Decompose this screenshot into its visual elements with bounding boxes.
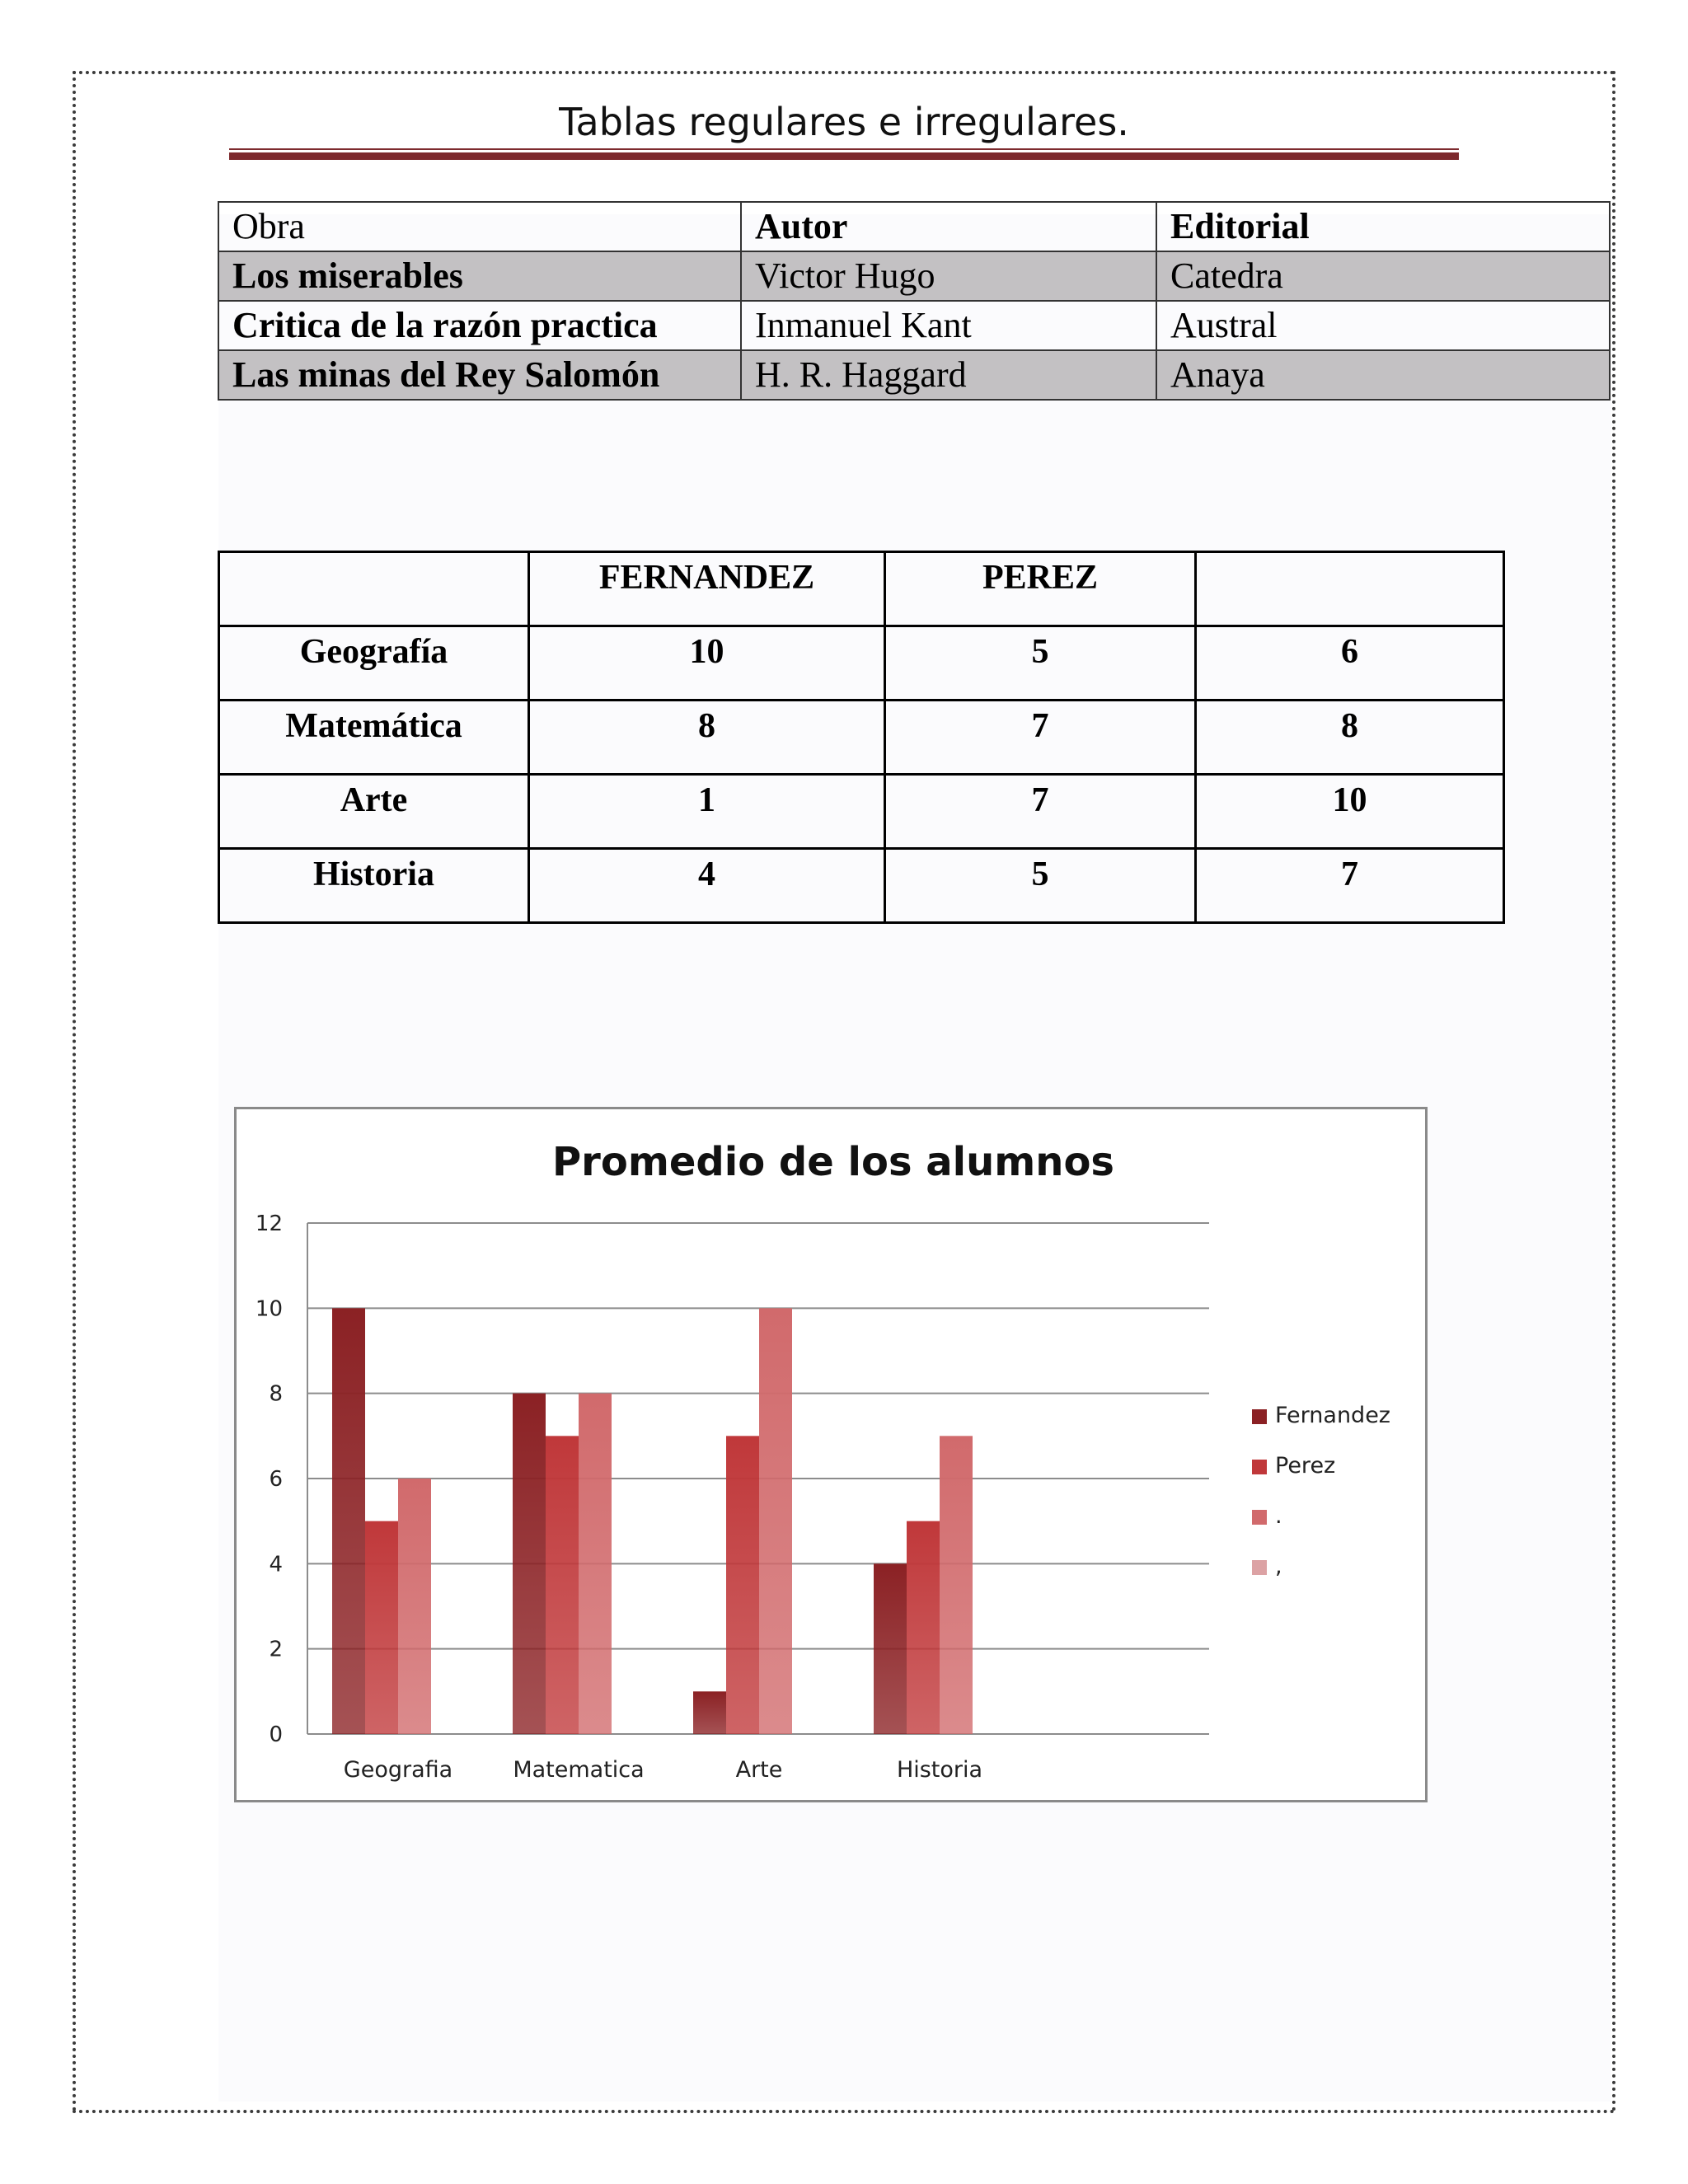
table-cell: Inmanuel Kant bbox=[741, 301, 1156, 350]
books-table bbox=[218, 201, 1611, 401]
table-cell: Geografía bbox=[219, 626, 529, 701]
table-header-cell: FERNANDEZ bbox=[529, 552, 885, 626]
y-tick-label: 10 bbox=[255, 1296, 283, 1322]
bar-perez-arte bbox=[726, 1436, 759, 1734]
grades-header-row bbox=[219, 552, 1504, 626]
table-header-cell bbox=[1196, 552, 1504, 626]
grades-table bbox=[218, 551, 1505, 924]
table-row bbox=[219, 626, 1504, 701]
table-cell: 5 bbox=[885, 849, 1196, 923]
table-cell: 6 bbox=[1196, 626, 1504, 701]
legend-item bbox=[1252, 1503, 1390, 1554]
table-cell: 10 bbox=[1196, 775, 1504, 849]
bar--matematica bbox=[579, 1394, 612, 1734]
y-tick-label: 0 bbox=[269, 1722, 283, 1747]
x-tick-label: Arte bbox=[735, 1757, 783, 1783]
legend-swatch bbox=[1252, 1560, 1267, 1575]
bar-fernandez-matematica bbox=[513, 1394, 546, 1734]
y-tick-label: 6 bbox=[269, 1467, 283, 1492]
chart-title: Promedio de los alumnos bbox=[552, 1139, 1114, 1185]
table-cell: Las minas del Rey Salomón bbox=[218, 350, 741, 400]
x-tick-label: Matematica bbox=[513, 1757, 645, 1783]
table-row bbox=[218, 350, 1610, 400]
y-tick-label: 2 bbox=[269, 1637, 283, 1662]
table-cell: Historia bbox=[219, 849, 529, 923]
legend-label: Fernandez bbox=[1275, 1403, 1390, 1428]
table-row bbox=[218, 251, 1610, 301]
x-tick-label: Historia bbox=[896, 1757, 983, 1783]
legend-swatch bbox=[1252, 1510, 1267, 1525]
table-cell: 7 bbox=[885, 775, 1196, 849]
legend-swatch bbox=[1252, 1409, 1267, 1424]
table-row bbox=[219, 849, 1504, 923]
table-header-cell: PEREZ bbox=[885, 552, 1196, 626]
title-underline-thick bbox=[229, 152, 1459, 160]
bar--historia bbox=[940, 1436, 973, 1734]
legend-item bbox=[1252, 1403, 1390, 1453]
table-row bbox=[219, 701, 1504, 775]
y-tick-label: 4 bbox=[269, 1552, 283, 1577]
bar-perez-matematica bbox=[546, 1436, 579, 1734]
table-row bbox=[219, 775, 1504, 849]
table-cell: 1 bbox=[529, 775, 885, 849]
bar--arte bbox=[759, 1308, 792, 1734]
document-title: Tablas regulares e irregulares. bbox=[559, 100, 1129, 144]
table-cell: 10 bbox=[529, 626, 885, 701]
table-cell: Anaya bbox=[1156, 350, 1610, 400]
table-cell: H. R. Haggard bbox=[741, 350, 1156, 400]
table-cell: Autor bbox=[741, 202, 1156, 251]
chart-legend bbox=[1252, 1403, 1390, 1604]
legend-item bbox=[1252, 1453, 1390, 1503]
table-cell: Editorial bbox=[1156, 202, 1610, 251]
table-cell: 4 bbox=[529, 849, 885, 923]
table-cell: Catedra bbox=[1156, 251, 1610, 301]
bar-fernandez-arte bbox=[693, 1691, 726, 1734]
legend-label: . bbox=[1275, 1503, 1282, 1529]
bar--geografia bbox=[398, 1479, 431, 1734]
legend-item bbox=[1252, 1554, 1390, 1604]
table-cell: Victor Hugo bbox=[741, 251, 1156, 301]
x-tick-label: Geografia bbox=[343, 1757, 453, 1783]
table-cell: 8 bbox=[1196, 701, 1504, 775]
books-header-row bbox=[218, 202, 1610, 251]
table-cell: 8 bbox=[529, 701, 885, 775]
y-tick-label: 12 bbox=[255, 1212, 283, 1236]
bar-fernandez-geografia bbox=[332, 1308, 365, 1734]
table-cell: Matemática bbox=[219, 701, 529, 775]
legend-swatch bbox=[1252, 1460, 1267, 1474]
table-cell: 5 bbox=[885, 626, 1196, 701]
y-tick-label: 8 bbox=[269, 1381, 283, 1407]
table-cell: Austral bbox=[1156, 301, 1610, 350]
legend-label: Perez bbox=[1275, 1453, 1336, 1479]
table-cell: 7 bbox=[885, 701, 1196, 775]
table-row bbox=[218, 301, 1610, 350]
bar-chart bbox=[237, 1109, 1425, 1800]
table-cell: 7 bbox=[1196, 849, 1504, 923]
title-underline-thin bbox=[229, 148, 1459, 150]
table-header-cell bbox=[219, 552, 529, 626]
legend-label: , bbox=[1275, 1554, 1282, 1579]
table-cell: Arte bbox=[219, 775, 529, 849]
table-cell: Los miserables bbox=[218, 251, 741, 301]
bar-perez-historia bbox=[907, 1521, 940, 1734]
chart-container bbox=[234, 1107, 1428, 1802]
bar-perez-geografia bbox=[365, 1521, 398, 1734]
table-cell: Critica de la razón practica bbox=[218, 301, 741, 350]
bar-fernandez-historia bbox=[874, 1563, 907, 1734]
table-cell: Obra bbox=[218, 202, 741, 251]
